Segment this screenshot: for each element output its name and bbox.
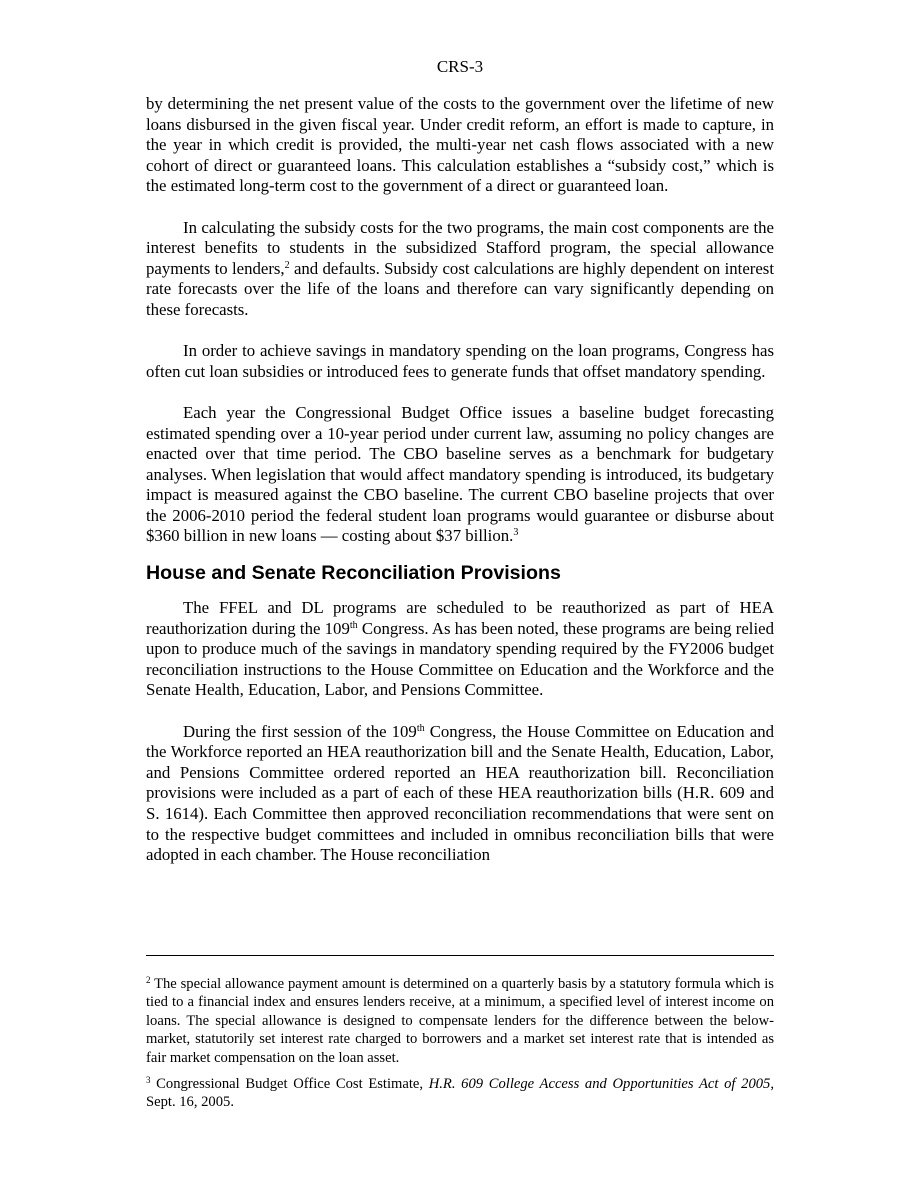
paragraph-cbo-baseline-text: Each year the Congressional Budget Office issues a baseline budget forecasting estimated spending over a 10-year period under current law, assuming no policy changes are enacted over that time period. The CBO baseline serves as a benchmark for budgetary analyses. When legislation that would affect mandatory spending is introduced, its budgetary impact is measured against the CBO baseline. The current CBO baseline projects that over the 2006-2010 period the federal student loan programs would guarantee or disburse about $360 billion in new loans — costing about $37 billion. <box>146 402 774 546</box>
paragraph-reauthorization-text-b: Congress. As has been noted, these programs are being relied upon to produce much of the savings in mandatory spending required by the FY2006 budget reconciliation instructions to the House Committee on Education and the Workforce and the Senate Health, Education, Labor, and Pensions Committee. <box>146 618 774 700</box>
footnote-3-text-a: Congressional Budget Office Cost Estimate, <box>150 1076 429 1093</box>
paragraph-reauthorization <box>146 598 774 701</box>
footnotes <box>146 975 774 1112</box>
footnote-2-number: 2 <box>146 975 151 985</box>
paragraph-subsidy-costs <box>146 218 774 321</box>
footnote-3-number: 3 <box>146 1075 151 1086</box>
footnote-3-title: H.R. 609 College Access and Opportunities Act of 2005 <box>428 1076 771 1093</box>
paragraph-subsidy-costs-text-b: and defaults. Subsidy cost calculations are highly dependent on interest rate forecasts over the life of the loans and therefore can vary significantly depending on these forecasts. <box>146 258 774 319</box>
footnote-ref-3[interactable]: 3 <box>513 527 519 539</box>
page-number: CRS-3 <box>436 57 484 76</box>
paragraph-first-session-text-a: During the first session of the 109 <box>183 721 417 741</box>
paragraph-reauthorization-text-a: The FFEL and DL programs are scheduled to be reauthorized as part of HEA reauthorization during the 109 <box>146 598 774 638</box>
body-text <box>146 94 774 866</box>
footnote-2 <box>146 975 774 1067</box>
footnote-3 <box>146 1075 774 1112</box>
paragraph-subsidy-costs-text-a: In calculating the subsidy costs for the two programs, the main cost components are the interest benefits to students in the subsidized Stafford program, the special allowance payments to lenders, <box>146 217 774 278</box>
paragraph-first-session <box>146 722 774 866</box>
paragraph-mandatory-savings: In order to achieve savings in mandatory spending on the loan programs, Congress has often cut loan subsidies or introduced fees to generate funds that offset mandatory spending. <box>146 341 774 381</box>
footnote-3-text-b: , Sept. 16, 2005. <box>146 1076 775 1111</box>
ordinal-suffix: th <box>349 619 358 631</box>
ordinal-suffix: th <box>416 722 425 734</box>
footnote-2-text: The special allowance payment amount is determined on a quarterly basis by a statutory formula which is tied to a financial index and ensures lenders receive, at a minimum, a specified level of interest income on loans. The special allowance is designed to compensate lenders for the difference between the below-market, statutorily set interest rate charged to borrowers and a market set interest rate that is intended as fair market compensation on the loan asset. <box>146 976 774 1066</box>
section-heading: House and Senate Reconciliation Provisions <box>146 562 561 585</box>
paragraph-credit-reform: by determining the net present value of the costs to the government over the lifetime of new loans disbursed in the given fiscal year. Under credit reform, an effort is made to capture, in the year in which credit is provided, the multi-year net cash flows associated with a new cohort of direct or guaranteed loans. This calculation establishes a “subsidy cost,” which is the estimated long-term cost to the government of a direct or guaranteed loan. <box>146 94 774 196</box>
footnote-ref-2[interactable]: 2 <box>284 259 290 271</box>
footnote-divider <box>146 955 774 956</box>
paragraph-first-session-text-b: Congress, the House Committee on Education and the Workforce reported an HEA reauthorization bill and the Senate Health, Education, Labor, and Pensions Committee ordered reported an HEA reauthorization bill. Reconciliation provisions were included as a part of each of these HEA reauthorization bills (H.R. 609 and S. 1614). Each Committee then approved reconciliation recommendations that were sent on to the respective budget committees and included in omnibus reconciliation bills that were adopted in each chamber. The House reconciliation <box>146 721 774 865</box>
paragraph-cbo-baseline <box>146 403 774 547</box>
